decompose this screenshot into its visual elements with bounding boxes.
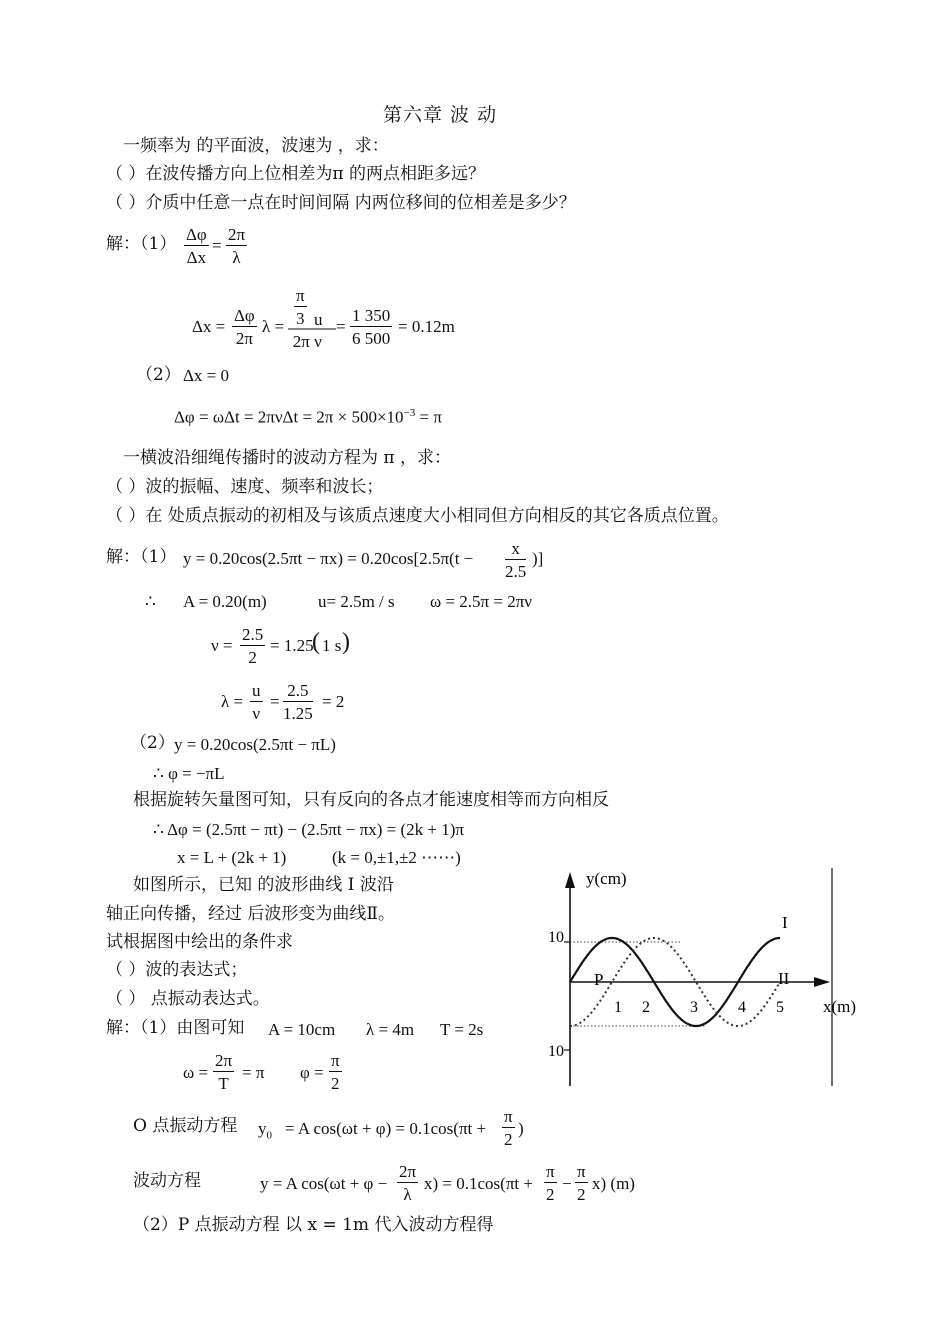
problem1-question2: （ ）介质中任意一点在时间间隔 内两位移间的位相差是多少？ (106, 193, 576, 213)
problem2-part2-label: （2） (130, 733, 175, 753)
wave-equation-end: x) (m) (592, 1174, 635, 1193)
x-tick-4: 4 (738, 999, 746, 1016)
fraction-1350-6500: $\frac{1 350}{6 500}$ (352, 306, 391, 348)
tick-label-top: 10 (548, 929, 564, 946)
tick-label-bottom: 10 (548, 1043, 564, 1060)
k-values: (k = 0,±1,±2 ⋯⋯) (332, 848, 461, 867)
phi-lhs: φ = (300, 1063, 324, 1082)
fraction-wave-pi-2-b: $\frac{\pi}{2}$ (577, 1162, 586, 1204)
fraction-u-nu: $\frac{u}{\nu}$ (252, 681, 261, 723)
wave-equation: y = 0.20cos(2.5πt − πx) = 0.20cos[2.5π(t − (183, 549, 474, 568)
o-point-equation-end: ) (518, 1119, 524, 1138)
nu-result: = 1.25 (270, 636, 314, 655)
explanation-text: 根据旋转矢量图可知，只有反向的各点才能速度相等而方向相反 (133, 790, 609, 810)
curve-I-label: I (782, 913, 788, 932)
p-point-line: （2）P 点振动方程 以 x = 1m 代入波动方程得 (133, 1215, 494, 1235)
omega-value: ω = 2.5π = 2πν (430, 592, 532, 611)
fraction-wave-pi-2-a: $\frac{\pi}{2}$ (546, 1162, 555, 1204)
result-012m: = 0.12m (398, 317, 455, 336)
lambda-eq: λ = (262, 317, 285, 336)
fraction-bar (288, 328, 336, 330)
y-axis-arrow (565, 872, 575, 888)
wave-equation-label: 波动方程 (133, 1171, 201, 1191)
problem2-question2: （ ）在 处质点振动的初相及与该质点速度大小相同但方向相反的其它各质点位置。 (106, 506, 729, 526)
point-P-label: P (594, 970, 604, 989)
amplitude-value: A = 0.20(m) (183, 592, 267, 611)
fraction-wave-2pi-lambda: $\frac{2\pi}{\lambda}$ (399, 1162, 417, 1204)
paren-left: ( (312, 629, 320, 655)
problem2-part2-equation: y = 0.20cos(2.5πt − πL) (174, 735, 336, 754)
paren-right: ) (342, 629, 350, 655)
fraction-pi-3: $\frac{\pi}{3}$ (296, 286, 305, 328)
problem1-intro: 一频率为 的平面波，波速为 ，求： (123, 136, 389, 156)
amplitude-10cm: A = 10cm (268, 1020, 336, 1039)
problem1-question1: （ ）在波传播方向上位相差为π 的两点相距多远？ (106, 164, 485, 184)
omega-lhs: ω = (183, 1063, 209, 1082)
curve-II-label: II (778, 969, 790, 988)
fraction-dphi-2pi: $\frac{\Delta\varphi}{2\pi}$ (234, 306, 255, 348)
nu-lhs: ν = (211, 636, 233, 655)
x-tick-2: 2 (642, 999, 650, 1016)
part2-label: （2） (136, 365, 181, 385)
fraction-dphi-dx: $\frac{\Delta\varphi}{\Delta x}$ (186, 225, 207, 267)
problem3-question2: （ ） 点振动表达式。 (106, 989, 270, 1009)
x-tick-5: 5 (776, 999, 784, 1016)
problem2-intro: 一横波沿细绳传播时的波动方程为 π ，求： (123, 448, 451, 468)
problem3-question1: （ ）波的表达式； (106, 960, 248, 980)
o-point-equation: = A cos(ωt + φ) = 0.1cos(πt + (285, 1119, 487, 1138)
x-axis-label: x(m) (823, 997, 857, 1016)
therefore-symbol: ∴ (145, 592, 156, 611)
o-point-label: O 点振动方程 (133, 1116, 238, 1136)
problem3-solution-label: 解：（1）由图可知 (106, 1018, 245, 1038)
problem3-line3: 试根据图中绘出的条件求 (106, 932, 293, 952)
wave-equation-end: )] (532, 549, 544, 568)
phase-difference-equation: $\Delta\varphi = \omega\Delta t = 2\pi\nu\Delta t = 2\pi \times 500\times 10^{-3} = \pi$ (174, 407, 442, 427)
dx-lhs: Δx = (192, 317, 226, 336)
o-point-y: $y_0$ (258, 1119, 272, 1142)
x-tick-3: 3 (690, 999, 698, 1016)
nu-unit: 1 s (322, 636, 342, 655)
problem2-question1: （ ）波的振幅、速度、频率和波长； (106, 477, 384, 497)
fraction-2.5-1.25: $\frac{2.5}{1.25}$ (283, 681, 313, 723)
omega-result: = π (242, 1063, 265, 1082)
fraction-2.5-2: $\frac{2.5}{2}$ (242, 625, 264, 667)
speed-value: u= 2.5m / s (318, 592, 395, 611)
problem3-line2: 轴正向传播，经过 后波形变为曲线Ⅱ。 (106, 904, 395, 924)
x-tick-1: 1 (614, 999, 622, 1016)
fraction-2pi-T: $\frac{2\pi}{T}$ (215, 1051, 233, 1093)
fraction-pi-2: $\frac{\pi}{2}$ (331, 1051, 340, 1093)
wave-equation-middle: x) = 0.1cos(πt + (424, 1174, 533, 1193)
part2-dx: Δx = 0 (183, 366, 230, 385)
fraction-o-pi-2: $\frac{\pi}{2}$ (504, 1107, 513, 1149)
lambda-lhs: λ = (221, 692, 244, 711)
equals-sign: = (212, 236, 222, 255)
phase-difference: ∴ Δφ = (2.5πt − πt) − (2.5πt − πx) = (2k + 1)π (153, 820, 464, 839)
chapter-title: 第六章 波 动 (383, 104, 498, 126)
fraction-x-2.5: $\frac{x}{2.5}$ (505, 539, 527, 581)
initial-phase: ∴ φ = −πL (153, 764, 225, 783)
lambda-result: = 2 (322, 692, 345, 711)
fraction-2pi-lambda: $\frac{2\pi}{\lambda}$ (228, 225, 246, 267)
y-axis-label: y(cm) (586, 869, 627, 888)
lambda-equals: = (270, 692, 280, 711)
x-axis-arrow (814, 977, 830, 987)
period-2s: T = 2s (440, 1020, 484, 1039)
wave-equation-start: y = A cos(ωt + φ − (260, 1174, 388, 1193)
wavelength-4m: λ = 4m (366, 1020, 415, 1039)
problem2-solution-label: 解：（1） (106, 547, 177, 567)
minus-sign: − (562, 1174, 572, 1193)
problem1-solution-label: 解：（1） (106, 234, 177, 254)
problem3-line1: 如图所示，已知 的波形曲线 I 波沿 (133, 875, 394, 895)
equals-sign-2: = (336, 317, 346, 336)
x-positions: x = L + (2k + 1) (177, 848, 287, 867)
fraction-u-2pinu: u 2π ν (292, 310, 323, 351)
wave-figure (540, 860, 857, 1090)
